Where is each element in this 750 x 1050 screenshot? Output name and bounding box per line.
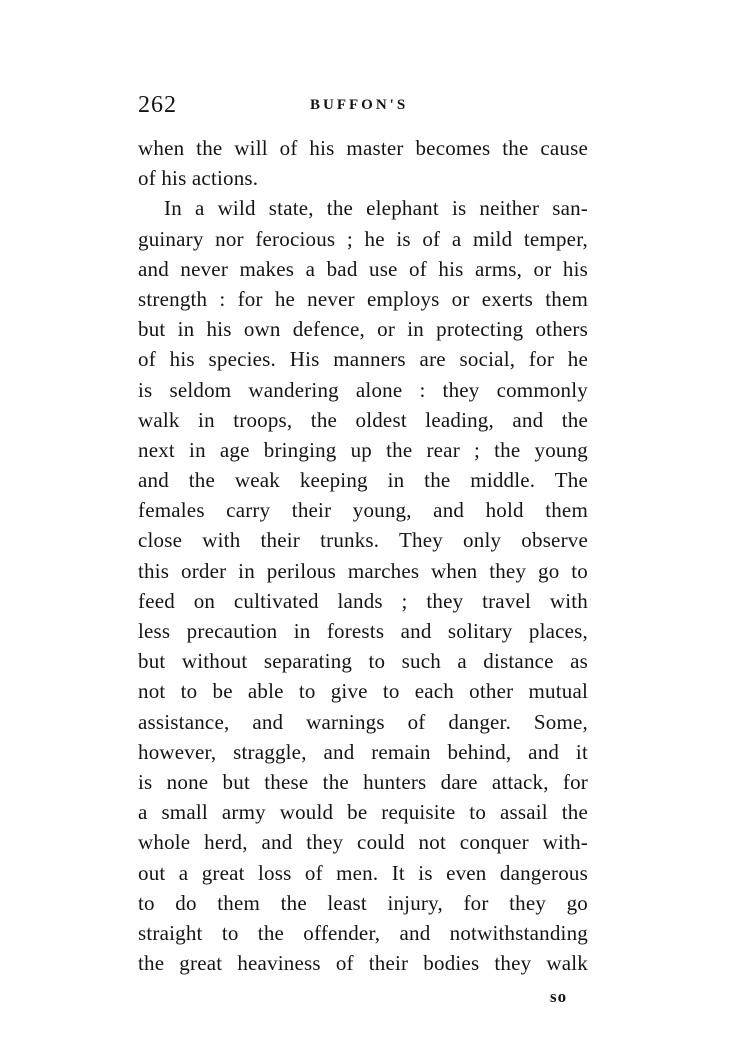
text-line: but in his own defence, or in protecting others (138, 317, 588, 342)
text-line: guinary nor ferocious ; he is of a mild temper, (138, 226, 588, 251)
body-text (138, 133, 588, 978)
text-line: out a great loss of men. It is even dangerous (138, 860, 588, 885)
text-line: is seldom wandering alone : they commonly (138, 377, 588, 402)
text-line: to do them the least injury, for they go (138, 890, 588, 915)
text-line: a small army would be requisite to assail the (138, 800, 588, 825)
text-line: of his species. His manners are social, for he (138, 347, 588, 372)
text-line: straight to the offender, and notwithstanding (138, 920, 588, 945)
text-line: walk in troops, the oldest leading, and the (138, 407, 588, 432)
page-number: 262 (138, 92, 177, 118)
catchword: so (550, 987, 568, 1006)
text-line: In a wild state, the elephant is neither san- (164, 196, 588, 221)
running-head (138, 92, 588, 122)
text-line: the great heaviness of their bodies they walk (138, 951, 588, 976)
text-line: less precaution in forests and solitary places, (138, 619, 588, 643)
text-line: when the will of his master becomes the cause (138, 136, 588, 160)
text-line: and never makes a bad use of his arms, or his (138, 256, 588, 281)
text-line: this order in perilous marches when they go to (138, 558, 588, 583)
text-line: assistance, and warnings of danger. Some, (138, 709, 588, 734)
text-line: but without separating to such a distance as (138, 649, 588, 674)
running-title: BUFFON'S (310, 97, 409, 113)
text-line: whole herd, and they could not conquer with- (138, 830, 588, 855)
text-line: next in age bringing up the rear ; the young (138, 437, 588, 462)
text-line: strength : for he never employs or exerts them (138, 286, 588, 311)
text-line: close with their trunks. They only observe (138, 528, 588, 553)
text-line: females carry their young, and hold them (138, 498, 588, 523)
text-line: feed on cultivated lands ; they travel with (138, 588, 588, 613)
text-line: is none but these the hunters dare attack, for (138, 769, 588, 794)
text-line: of his actions. (138, 166, 259, 191)
text-line: and the weak keeping in the middle. The (138, 468, 588, 493)
text-line: however, straggle, and remain behind, and it (138, 739, 588, 764)
text-line: not to be able to give to each other mutual (138, 679, 588, 704)
